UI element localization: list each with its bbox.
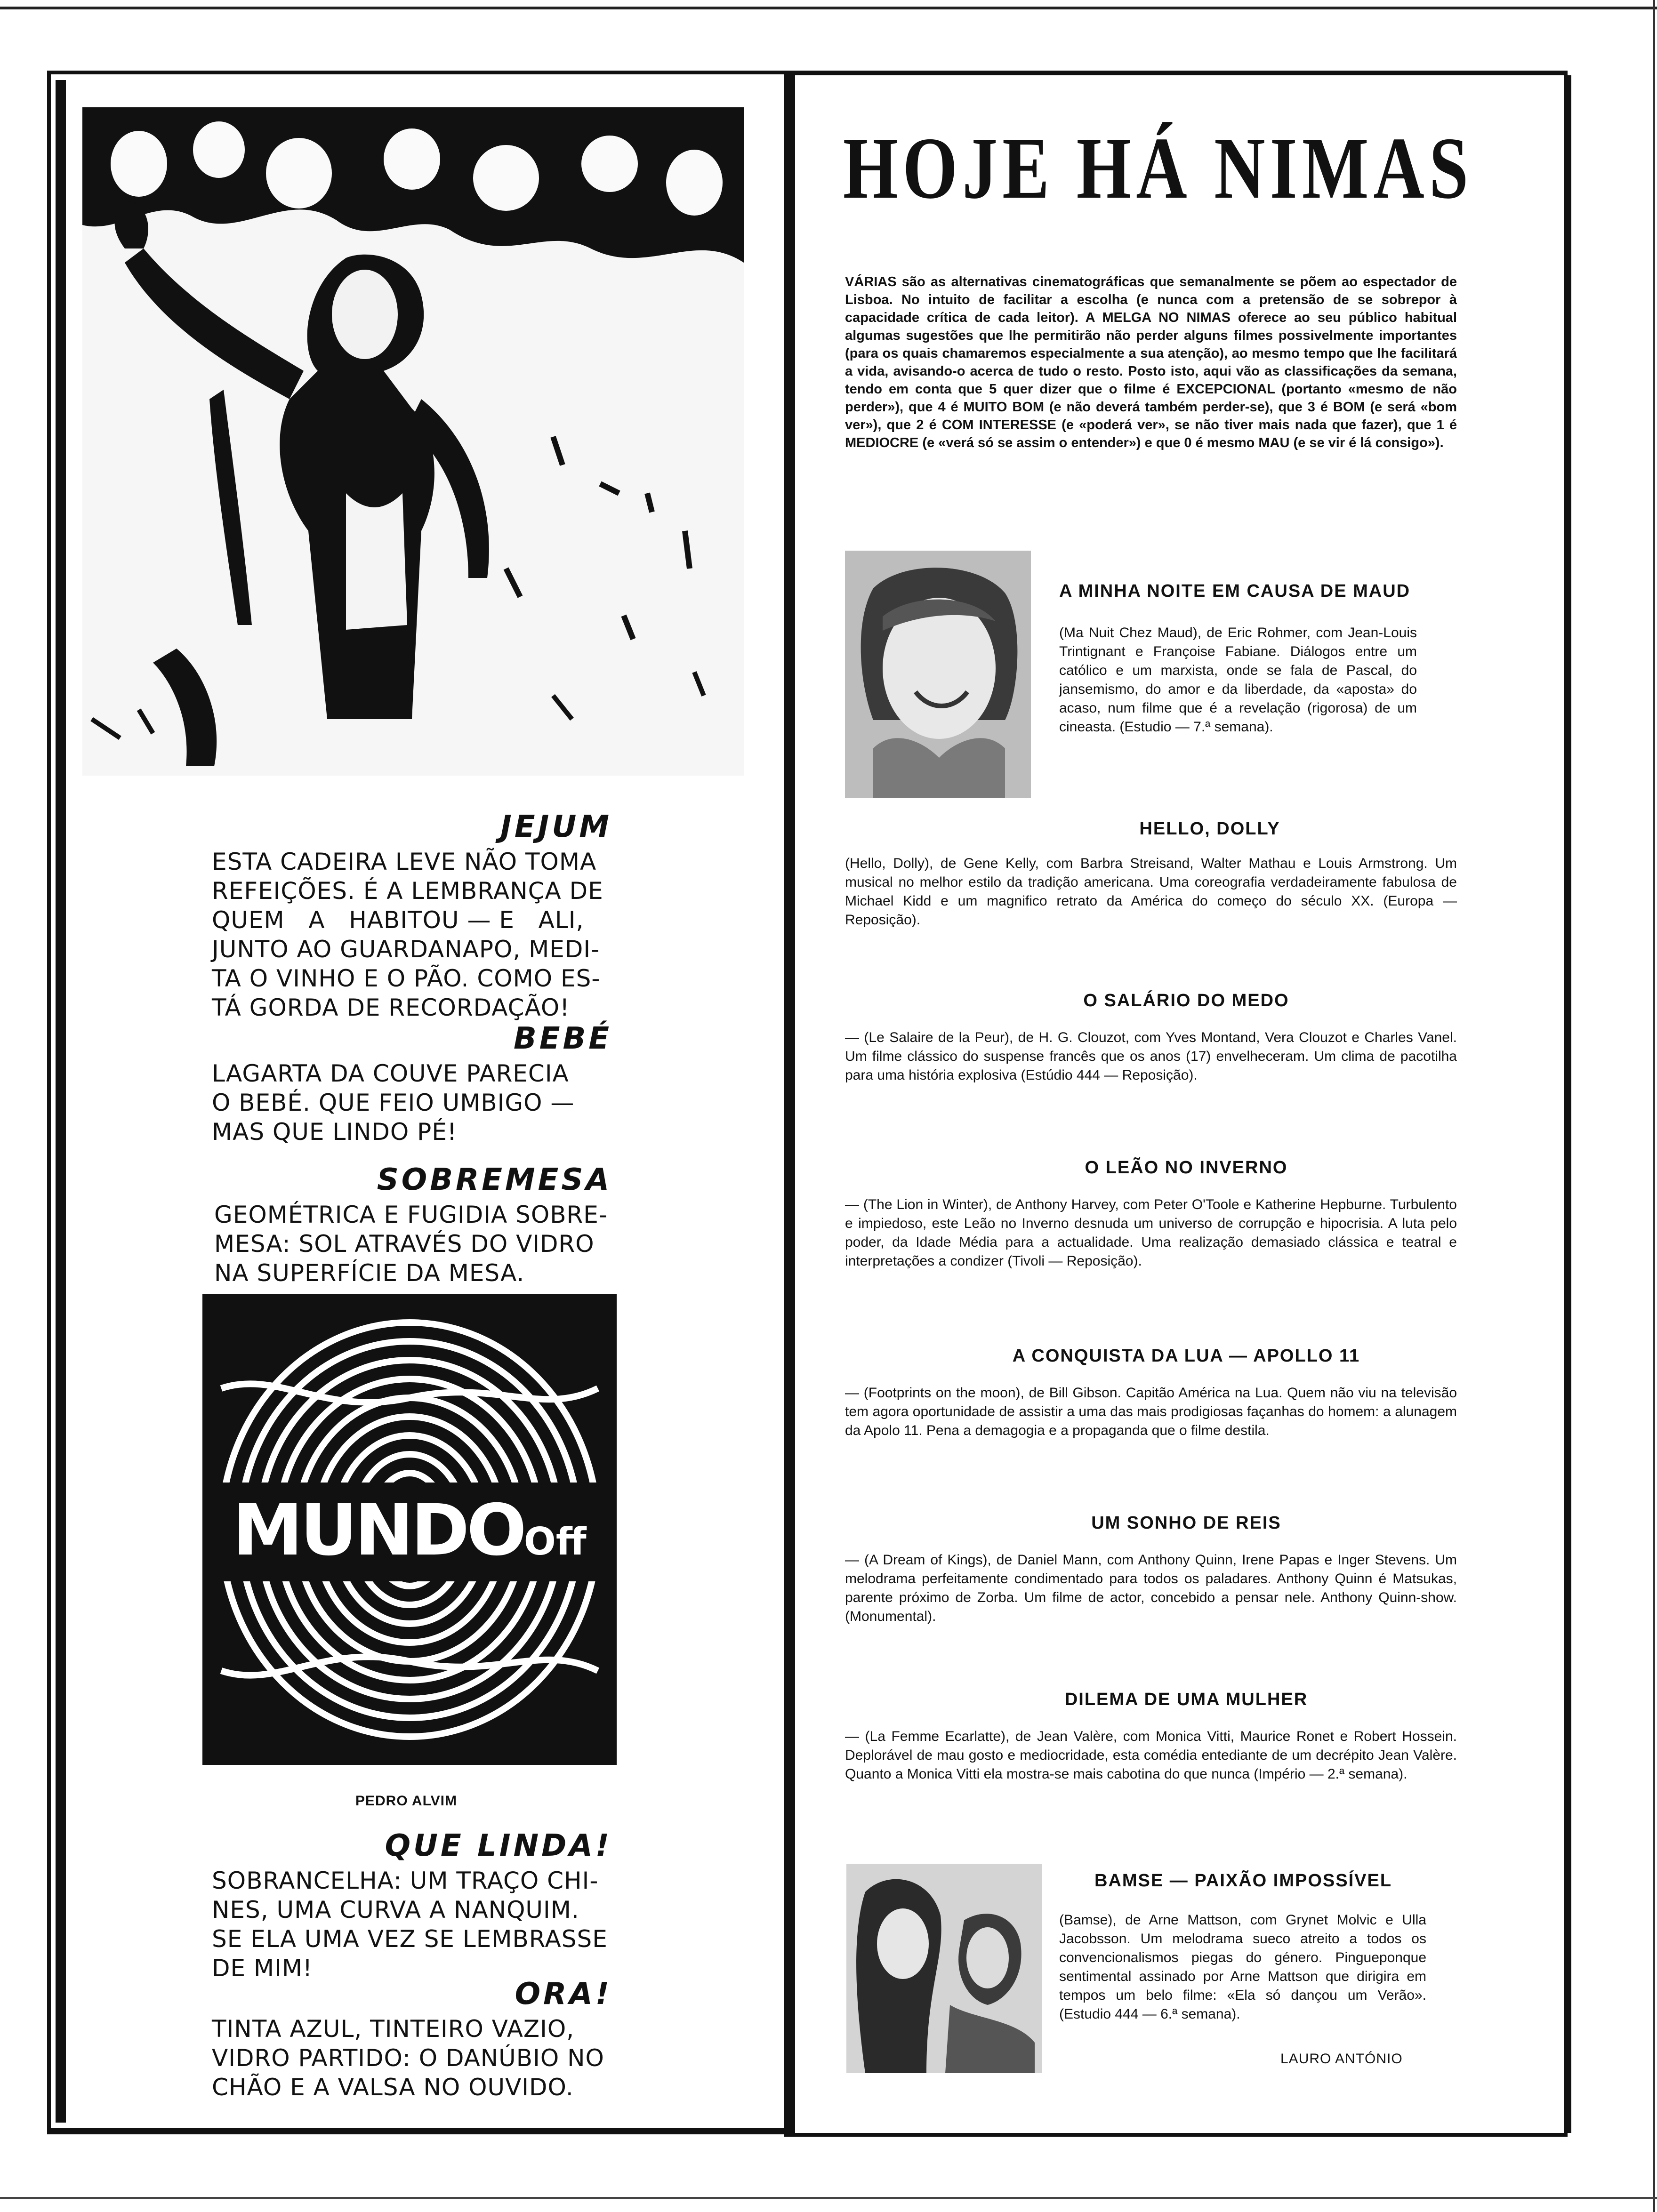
film-title-leao-inverno: O LEÃO NO INVERNO	[1085, 1158, 1288, 1178]
film-text-leao-inverno: — (The Lion in Winter), de Anthony Harvey, com Peter O'Toole e Katherine Hepburne. Turbulento e impiedoso, este Leão no Inverno desnuda um universo de corrupção e hipocrisia. A luta pelo poder, da Idade Média para a actualidade. Uma realização demasiado clássica e teatral e interpretações a condizer (Tivoli — Reposição).	[845, 1197, 1457, 1269]
film-title-salario-medo: O SALÁRIO DO MEDO	[1083, 991, 1289, 1010]
off-word: Off	[523, 1520, 587, 1563]
mundo-word: MUNDO	[233, 1490, 524, 1571]
film-text-maud: (Ma Nuit Chez Maud), de Eric Rohmer, com Jean-Louis Trintignant e Françoise Fabiane. Diálogos entre um católico e um marxista, onde se fala de Pascal, do jansemismo, do amor e da liberdade, da «aposta» do acaso, num filme que é a revelação (rigorosa) de um cineasta. (Estudio — 7.ª semana).	[1059, 625, 1417, 735]
film-text-salario-medo: — (Le Salaire de la Peur), de H. G. Clouzot, com Yves Montand, Vera Clouzot e Charles Vanel. Um filme clássico do suspense francês que os anos (17) envelheceram. Um clima de pacotilha para uma história explosiva (Estúdio 444 — Reposição).	[845, 1030, 1457, 1083]
poem-text-que-linda: SOBRANCELHA: UM TRAÇO CHI- NES, UMA CURVA A NANQUIM. SE ELA UMA VEZ SE LEMBRASSE DE MIM!	[212, 1867, 608, 1982]
film-text-sonho-reis: — (A Dream of Kings), de Daniel Mann, com Anthony Quinn, Irene Papas e Inger Stevens. Um melodrama perfeitamente condimentado para todos os paladares. Anthony Quinn é Matsukas, parente próximo de Zorba. Um filme de actor, concebido a pensar nele. Anthony Quinn-show. (Monumental).	[845, 1552, 1457, 1624]
poem-title-que-linda: QUE LINDA!	[385, 1828, 612, 1863]
poem-title-sobremesa: SOBREMESA	[377, 1162, 612, 1197]
bamse-couple-image	[846, 1864, 1042, 2073]
film-text-bamse: (Bamse), de Arne Mattson, com Grynet Molvic e Ulla Jacobsson. Um melodrama sueco atreito a todos os convencionalismos piegas do género. Pingueponque sentimental assinado por Arne Mattson que dirigira em tempos um belo filme: «Ela só dançou um Verão». (Estudio 444 — 6.ª semana).	[1059, 1912, 1426, 2022]
mundo-off-artwork	[202, 1294, 617, 1765]
film-text-hello-dolly: (Hello, Dolly), de Gene Kelly, com Barbra Streisand, Walter Mathau e Louis Armstrong. Um musical no melhor estilo da tradição americana. Uma coreografia verdadeiramente fabulosa de Michael Kidd e um magnifico retrato da América do começo do século XX. (Europa — Reposição).	[845, 856, 1457, 928]
crowd-photo-art	[82, 107, 744, 776]
film-title-bamse: BAMSE — PAIXÃO IMPOSSÍVEL	[1094, 1871, 1392, 1891]
poem-text-sobremesa: GEOMÉTRICA E FUGIDIA SOBRE- MESA: SOL ATRAVÉS DO VIDRO NA SUPERFÍCIE DA MESA.	[214, 1201, 608, 1287]
right-edge-rule	[1653, 0, 1655, 2212]
intro-paragraph: VÁRIAS são as alternativas cinematográficas que semanalmente se põem ao espectador de Lisboa. No intuito de facilitar a escolha (e nunca com a pretensão de se sobrepor à capacidade crítica de cada leitor). A MELGA NO NIMAS oferece ao seu público habitual algumas sugestões que lhe permitirão não perder alguns filmes possivelmente importantes (para os quais chamaremos especialmente a sua atenção), ao mesmo tempo que lhe facilitará a vida, avisando-o acerca de tudo o resto. Posto isto, aqui vão as classificações da semana, tendo em conta que 5 quer dizer que o filme é EXCEPCIONAL (portanto «mesmo de não perder»), que 4 é MUITO BOM (e não deverá também perder-se), que 3 é BOM (e será «bom ver»), que 2 é COM INTERESSE (e «poderá ver», se não tiver mais nada que fazer), que 1 é MEDIOCRE (e «verá só se assim o entender») e que 0 é mesmo MAU (e se vir é lá consigo»).	[845, 274, 1457, 450]
poem-text-ora: TINTA AZUL, TINTEIRO VAZIO, VIDRO PARTIDO: O DANÚBIO NO CHÃO E A VALSA NO OUVIDO.	[212, 2015, 604, 2101]
poem-title-bebe: BEBÉ	[514, 1021, 612, 1056]
left-panel-bar	[56, 80, 66, 2123]
film-text-conquista-lua: — (Footprints on the moon), de Bill Gibson. Capitão América na Lua. Quem não viu na televisão tem agora oportunidade de assistir a uma das mais prodigiosas façanhas do homem: a alunagem da Apolo 11. Pena a demagogia e a propaganda que o filme destila.	[845, 1385, 1457, 1438]
crowd-photo	[82, 107, 744, 776]
poem-title-ora: ORA!	[515, 1977, 612, 2012]
maud-film-photo	[845, 551, 1031, 798]
top-rule	[0, 7, 1657, 9]
maud-portrait	[845, 551, 1031, 798]
bottom-rule	[0, 2197, 1657, 2199]
page-title: HOJE HÁ NIMAS	[843, 119, 1473, 217]
poem-text-jejum: ESTA CADEIRA LEVE NÃO TOMA REFEIÇÕES. É A LEMBRANÇA DE QUEM A HABITOU — E ALI, JUNTO AO GUARDANAPO, MEDI- TA O VINHO E O PÃO. COMO ES- TÁ GORDA DE RECORDAÇÃO!	[212, 848, 603, 1021]
bamse-film-photo	[846, 1864, 1042, 2073]
credit-lauro-antonio: LAURO ANTÓNIO	[1280, 2051, 1403, 2067]
film-text-dilema-mulher: — (La Femme Ecarlatte), de Jean Valère, com Monica Vitti, Maurice Ronet e Robert Hossein. Deplorável de mau gosto e mediocridade, esta comédia entediante de um decrépito Jean Valère. Quanto a Monica Vitti ela mostra-se mais cabotina do que nunca (Império — 2.ª semana).	[845, 1729, 1457, 1782]
credit-pedro-alvim: PEDRO ALVIM	[355, 1793, 458, 1809]
poem-text-bebe: LAGARTA DA COUVE PARECIA O BEBÉ. QUE FEIO UMBIGO — MAS QUE LINDO PÉ!	[212, 1060, 575, 1146]
film-title-maud: A MINHA NOITE EM CAUSA DE MAUD	[1059, 581, 1411, 601]
film-title-hello-dolly: HELLO, DOLLY	[1139, 819, 1280, 839]
film-title-conquista-lua: A CONQUISTA DA LUA — APOLLO 11	[1012, 1346, 1360, 1366]
mundo-off-logo	[202, 1490, 617, 1571]
poem-title-jejum: JEJUM	[500, 809, 612, 844]
film-title-sonho-reis: UM SONHO DE REIS	[1091, 1513, 1281, 1533]
film-title-dilema-mulher: DILEMA DE UMA MULHER	[1064, 1690, 1308, 1709]
